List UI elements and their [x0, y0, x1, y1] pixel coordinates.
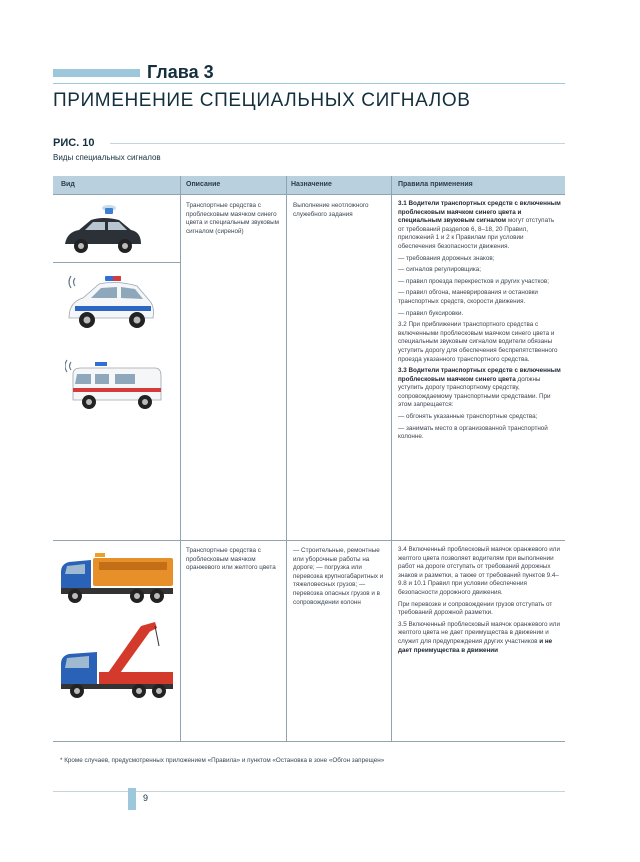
rule-text: 3.2 При приближении транспортного средства с включенными проблесковым маячком синего цвета и специальным звуковым сигналом водители обязаны уступить дорогу для обеспечения беспрепятственного проезда указанного транспортного средства.	[398, 321, 558, 363]
rule-text: — правил обгона, маневрирования и остановки транспортных средств, скорости движения.	[398, 289, 538, 305]
rule-bold-text: 3.1 Водители транспортных средств с включенным проблесковым маячком синего цвета и специальным звуковым сигналом	[398, 200, 561, 225]
page-number: 9	[143, 793, 149, 803]
rule-paragraph	[398, 546, 562, 598]
rule-text: — занимать место в организованной транспортной колонне.	[398, 424, 548, 441]
rule-text: При перевозке и сопровождении грузов отступать от требований дорожной разметки.	[398, 600, 553, 617]
chapter-accent-bar	[53, 69, 140, 77]
figure-rule	[110, 143, 565, 144]
header-description: Описание	[186, 181, 221, 188]
row-divider	[53, 262, 180, 263]
table-header	[53, 176, 565, 194]
footnote: * Кроме случаев, предусмотренных приложением «Правила» и пунктом «Остановка в зоне «Обгон запрещен»	[60, 757, 385, 764]
column-divider	[391, 176, 392, 742]
rule-text: 3.5 Включенный проблесковый маячок оранжевого или желтого цвета не дает преимущества в движении и служит для предупреждения других участников	[398, 620, 560, 645]
header-kind: Вид	[61, 181, 75, 188]
rule-text: — правил проезда перекрестков и других участков;	[398, 277, 549, 285]
row2-description: Транспортные средства с проблесковым маячком оранжевого или желтого цвета	[186, 547, 276, 572]
rule-paragraph	[398, 255, 562, 264]
car-icon	[61, 200, 143, 258]
rule-text: могут отступать от требований разделов 6, 8–18, 20 Правил, приложений 1 и 2 к Правилам при условии обеспечения безопасности движения.	[398, 217, 555, 250]
rule-paragraph	[398, 266, 562, 275]
figure-label: РИС. 10	[53, 137, 95, 149]
rule-paragraph	[398, 310, 562, 319]
rule-paragraph	[398, 425, 562, 442]
chapter-label: Глава 3	[147, 62, 214, 82]
rule-bold-text: 3.3 Водители транспортных средств с включенным проблесковым маячком синего цвета	[398, 367, 561, 383]
column-divider	[286, 176, 287, 742]
rule-paragraph	[398, 200, 562, 252]
row2-rules	[398, 546, 562, 738]
row-divider	[53, 194, 565, 195]
page-tab	[128, 788, 136, 810]
column-divider	[180, 176, 181, 742]
row2-purpose: — Строительные, ремонтные или уборочные работы на дороге; — погрузка или перевозка крупногабаритных и тяжеловесных грузов; — перевозка опасных грузов и в сопровождении колонн	[293, 547, 384, 606]
rule-paragraph	[398, 321, 562, 364]
signals-table	[53, 176, 565, 742]
row1-purpose: Выполнение неотложного служебного задания	[293, 202, 369, 218]
truck-icon	[59, 550, 175, 606]
row-divider	[53, 741, 565, 742]
rule-paragraph	[398, 601, 562, 618]
rule-paragraph	[398, 413, 562, 422]
rule-text: — сигналов регулировщика;	[398, 266, 482, 274]
rule-text: — обгонять указанные транспортные средства;	[398, 413, 538, 421]
rule-paragraph	[398, 278, 562, 287]
row-divider	[53, 540, 565, 541]
rule-paragraph	[398, 289, 562, 306]
ambulance-icon	[65, 352, 165, 414]
header-purpose: Назначение	[291, 181, 332, 188]
rule-text: — требования дорожных знаков;	[398, 254, 495, 262]
rule-text: — правил буксировки.	[398, 309, 464, 317]
row1-description: Транспортные средства с проблесковым маячком синего цвета и специальным звуковым сигналом (сиреной)	[186, 202, 279, 235]
rule-paragraph	[398, 367, 562, 410]
police-car-icon	[65, 266, 157, 338]
row1-rules	[398, 200, 562, 534]
chapter-rule	[53, 83, 565, 84]
rule-text: должны уступить дорогу транспортному средству, сопровождаемому транспортными средствами. При этом запрещается:	[398, 375, 551, 409]
figure-caption: Виды специальных сигналов	[53, 153, 161, 162]
rule-bold-text: и не дает преимущества в движении	[398, 637, 553, 654]
header-rules: Правила применения	[398, 181, 473, 188]
rule-text: 3.4 Включенный проблесковый маячок оранжевого или желтого цвета позволяет водителям при выполнении работ на дороге отступать от требований дорожных знаков и разметки, а также от требований пунктов 9.4–9.8 и 10.1 Правил при условии обеспечения безопасности дорожного движения.	[398, 546, 560, 596]
rule-paragraph	[398, 621, 562, 655]
tow-truck-icon	[59, 620, 175, 702]
chapter-title: ПРИМЕНЕНИЕ СПЕЦИАЛЬНЫХ СИГНАЛОВ	[53, 90, 471, 111]
